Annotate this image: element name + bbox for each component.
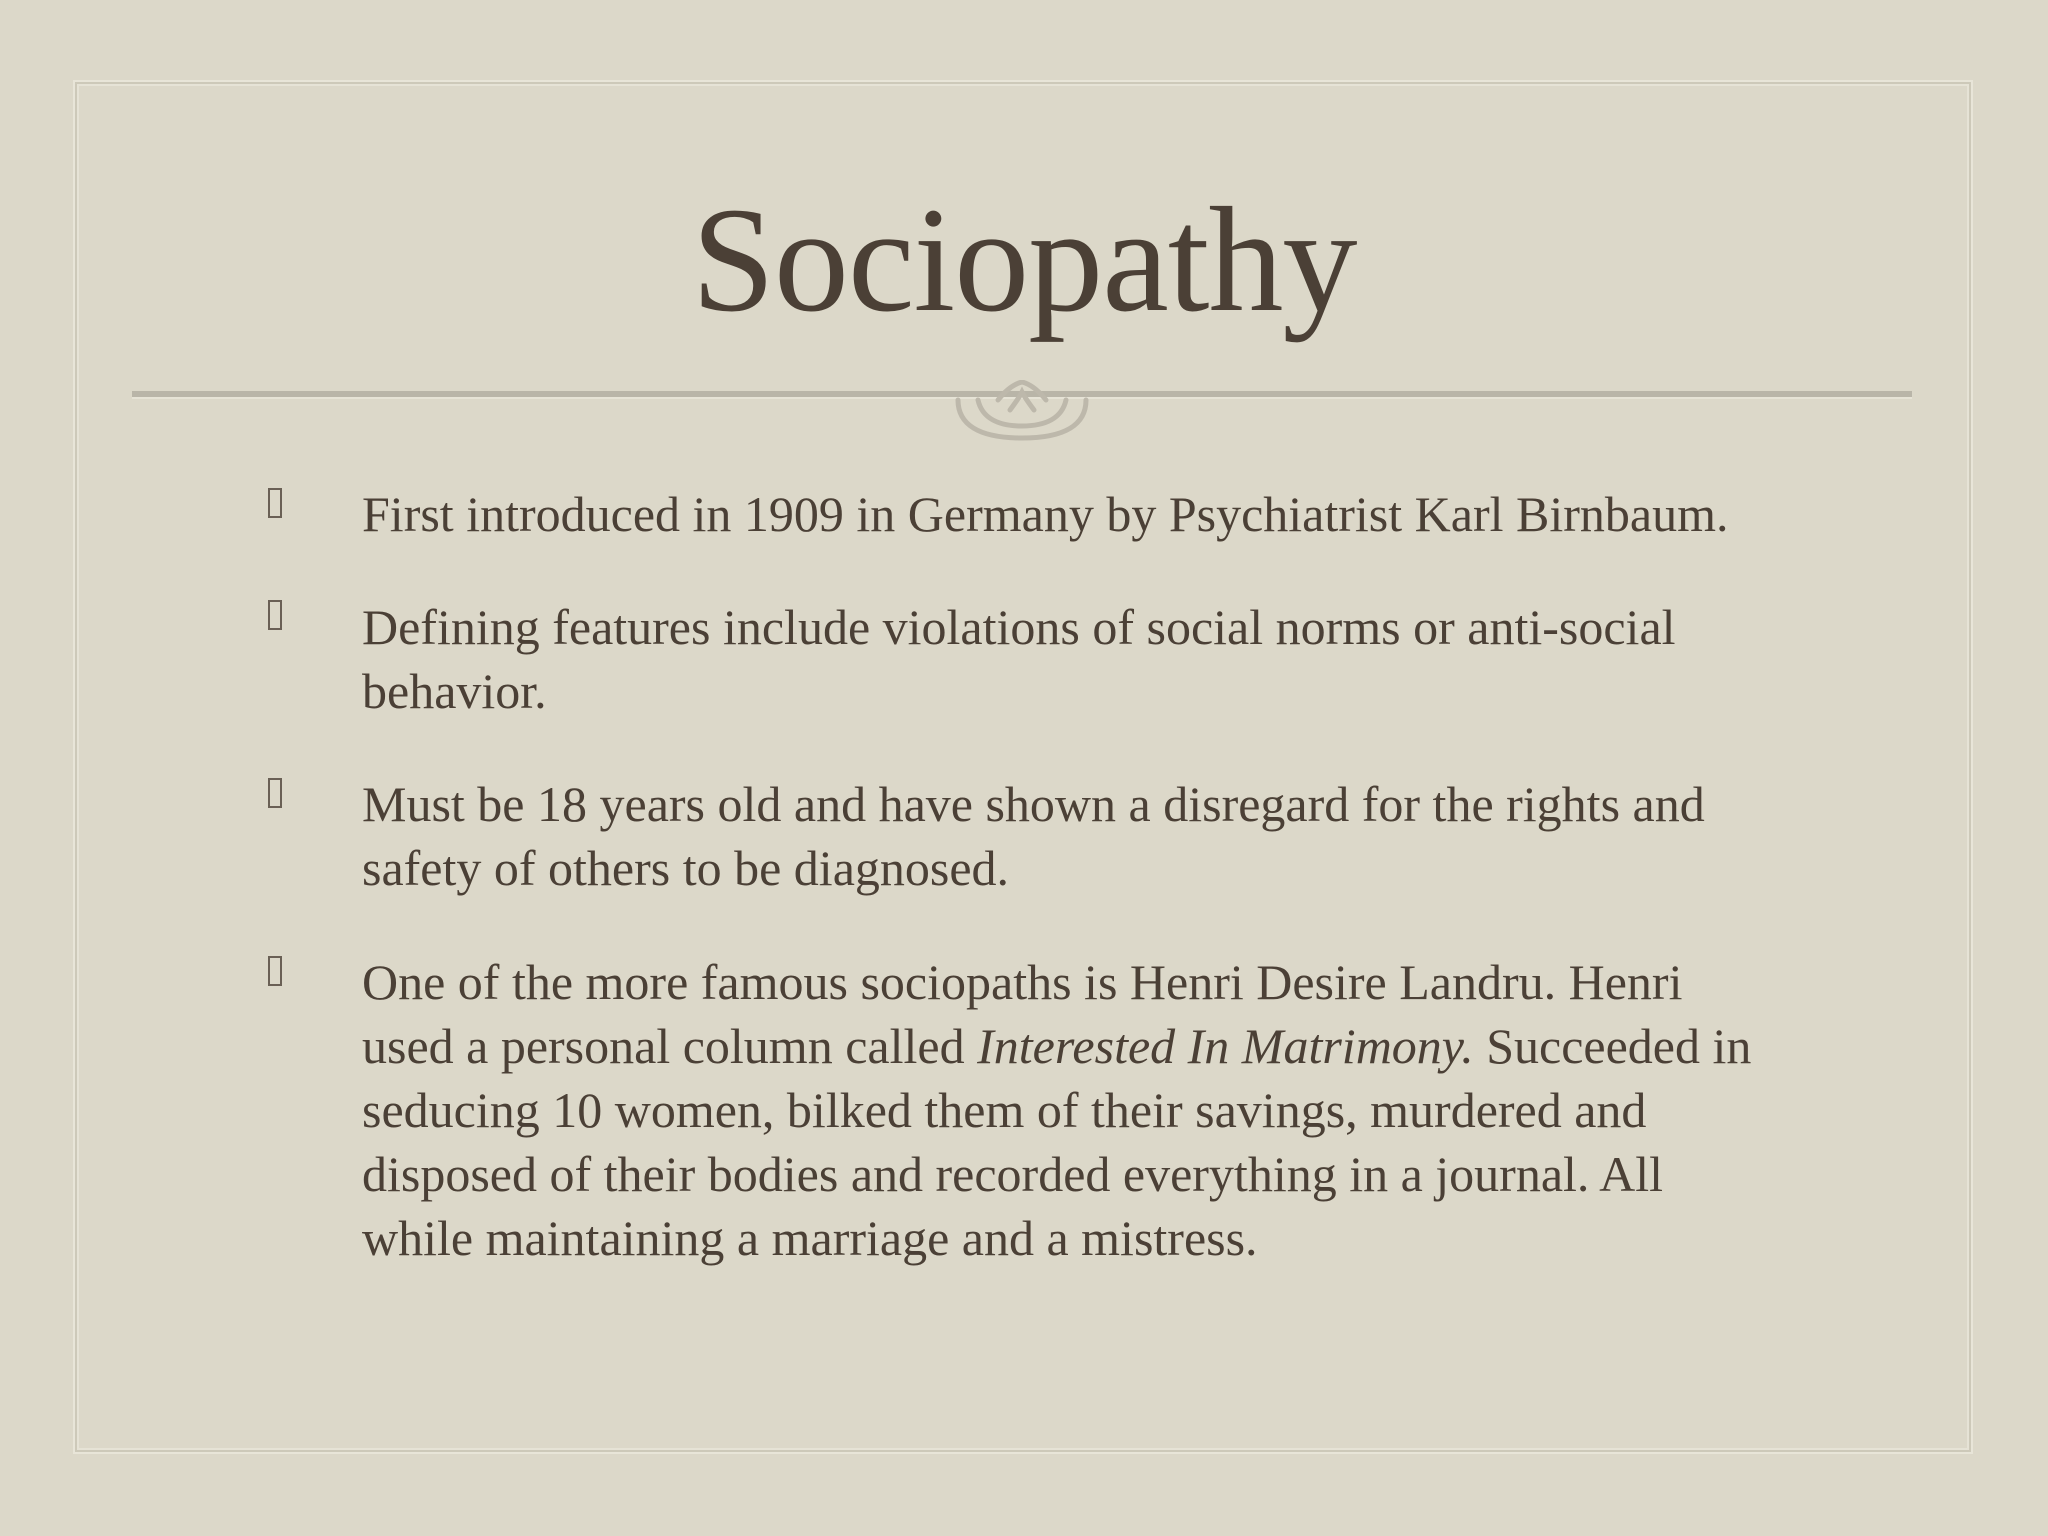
- square-bullet-icon: [268, 488, 282, 518]
- square-bullet-icon: [268, 600, 282, 630]
- bullet-item: [362, 950, 1782, 1270]
- bullet-text-part: Succeeded in seducing 10 women, bilked them of their savings, murdered and disposed of their bodies and recorded everything in a journal. All while maintaining a marriage and a mistress.: [362, 1018, 1752, 1266]
- bullet-text-italic: Interested In Matrimony.: [977, 1018, 1474, 1074]
- bullet-item: Must be 18 years old and have shown a disregard for the rights and safety of others to be diagnosed.: [362, 776, 1705, 896]
- slide-title: Sociopathy: [691, 177, 1357, 343]
- bullet-item: First introduced in 1909 in Germany by Psychiatrist Karl Birnbaum.: [362, 486, 1729, 542]
- bullet-text-part: One of the more famous sociopaths is Henri Desire Landru. Henri used a personal column called: [362, 954, 1683, 1074]
- square-bullet-icon: [268, 956, 282, 986]
- bullet-item: Defining features include violations of social norms or anti-social behavior.: [362, 599, 1676, 719]
- square-bullet-icon: [268, 778, 282, 808]
